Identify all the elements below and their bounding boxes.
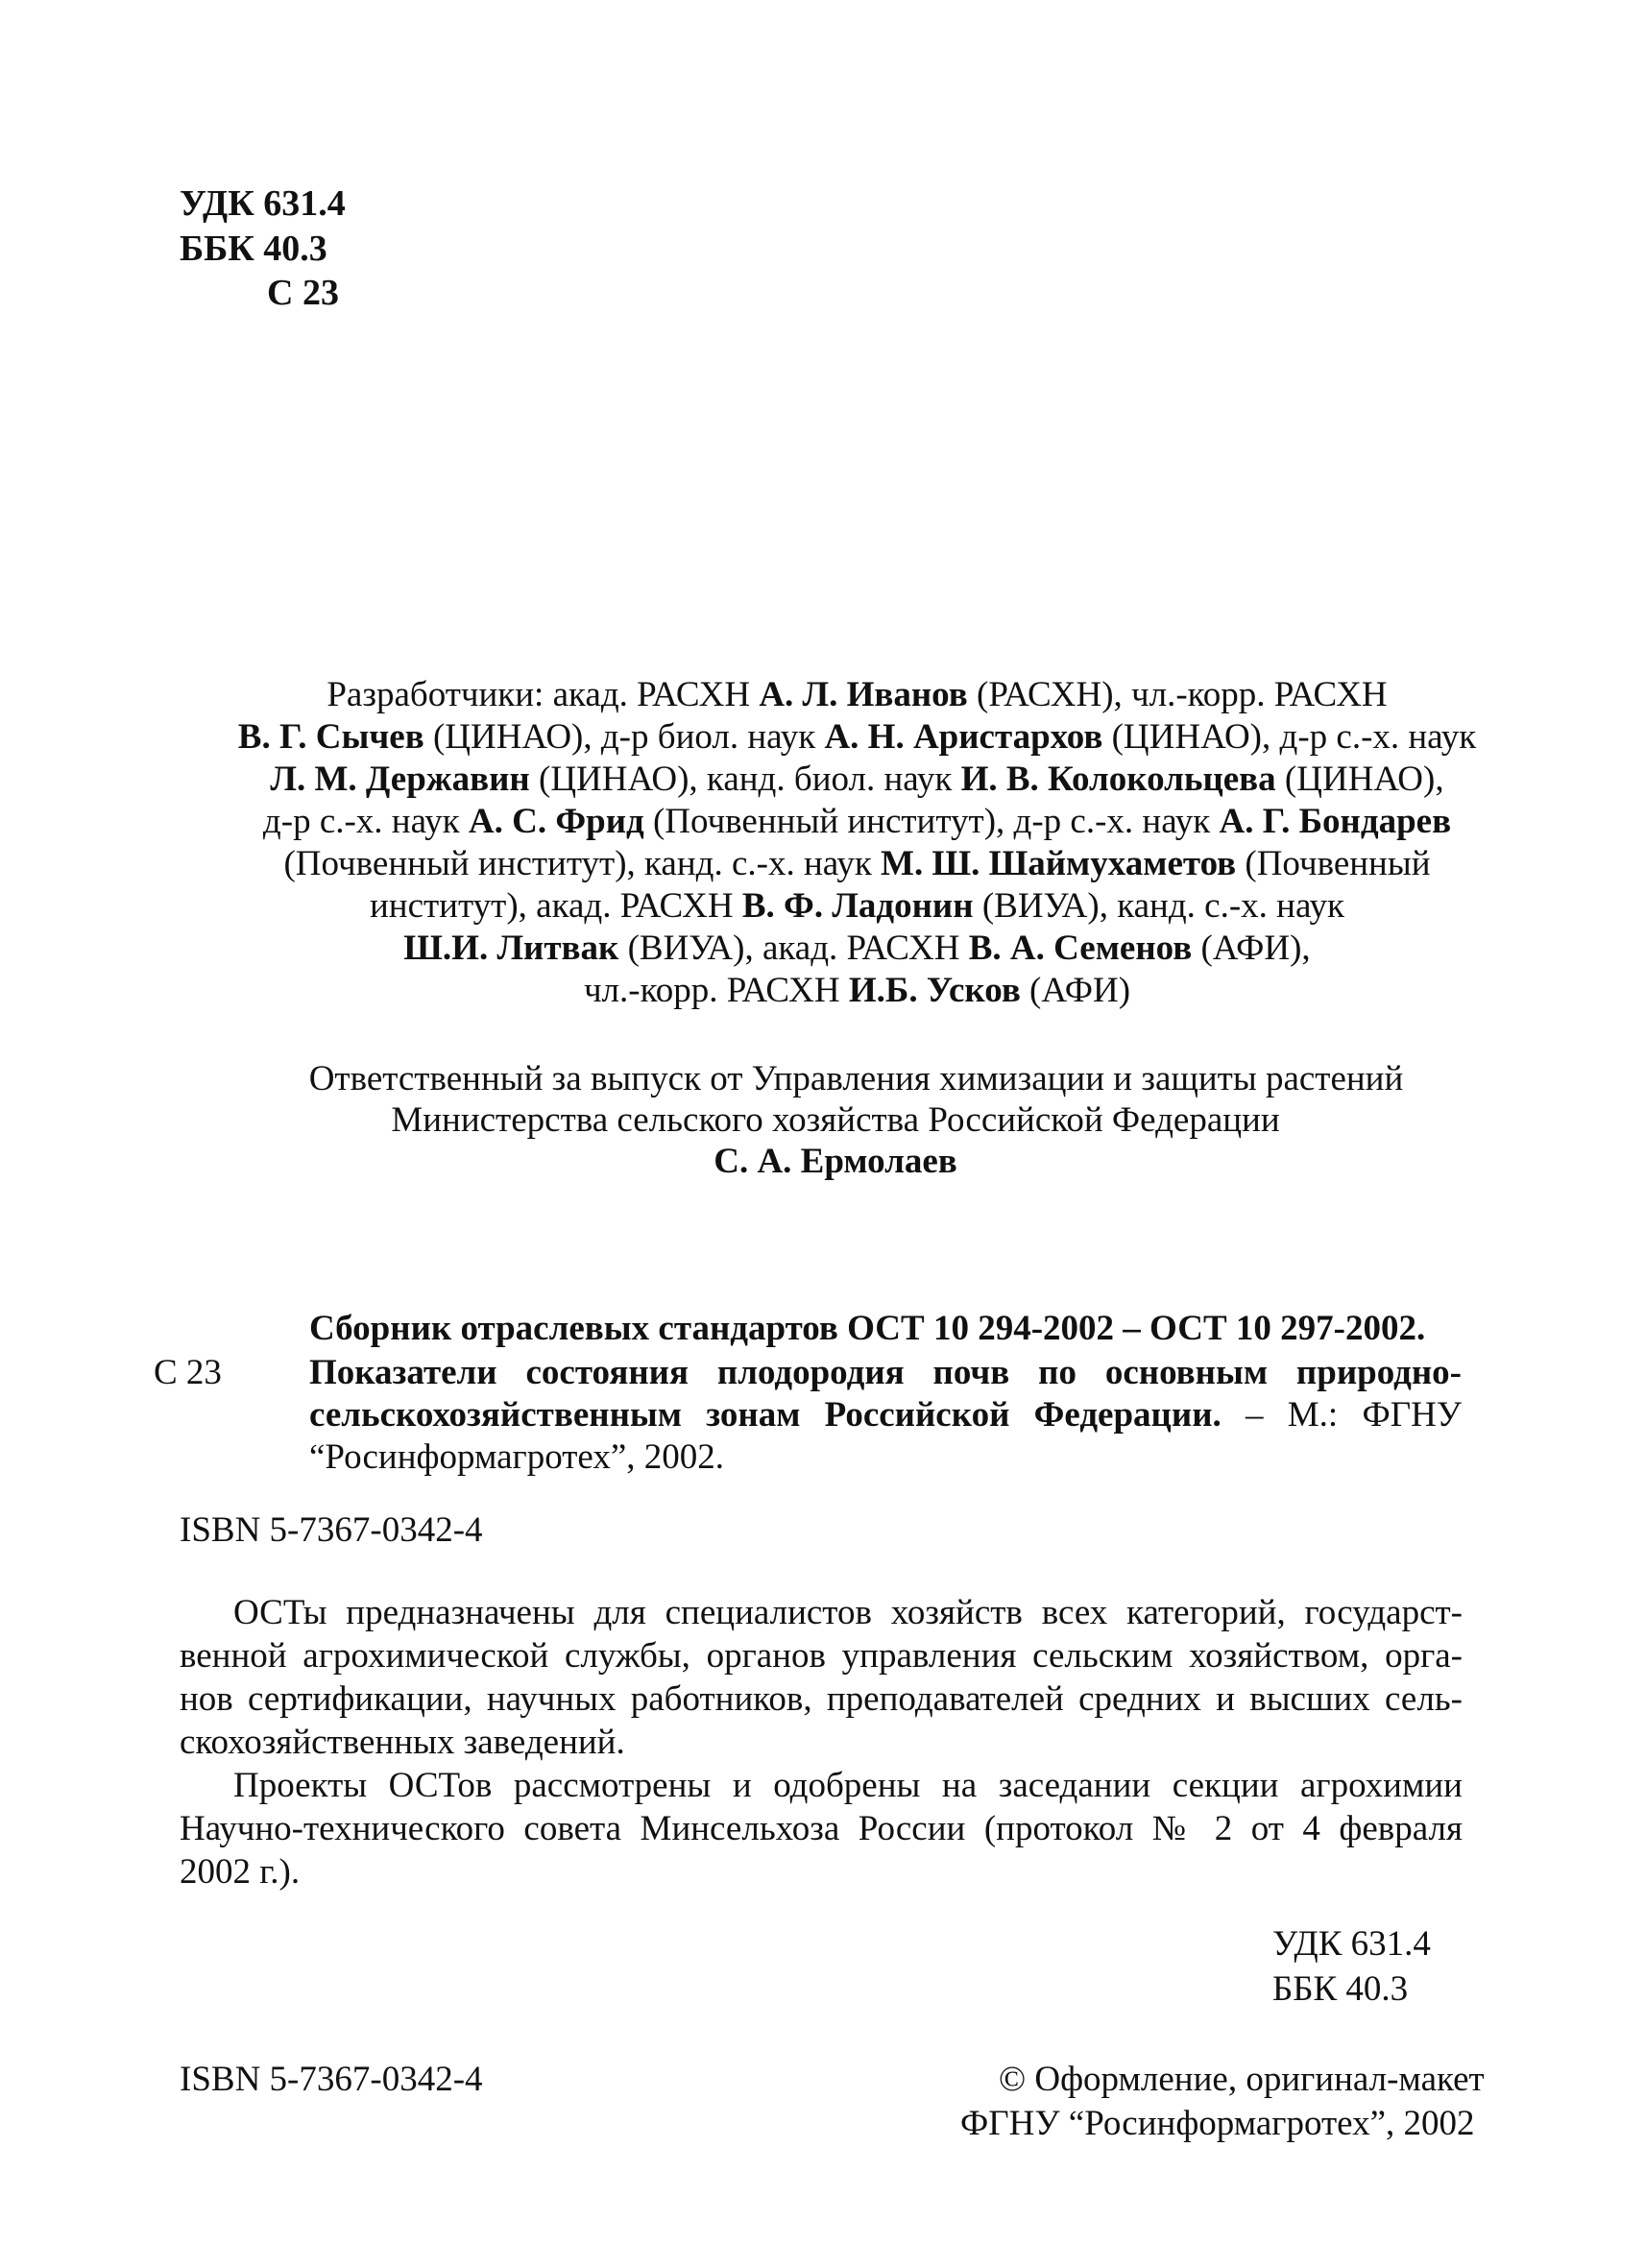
developers-line — [0, 970, 1645, 1012]
developer-name: В. Ф. Ладонин — [741, 886, 974, 926]
developer-text: (РАСХН), чл.-корр. РАСХН — [967, 675, 1388, 714]
footer-bbk: ББК 40.3 — [1272, 1969, 1409, 2009]
abstract-p2-line-1: Проекты ОСТов рассмотрены и одобрены на заседании секции агрохимии — [233, 1766, 1463, 1805]
catalog-title-line-3-bold: сельскохозяйственным зонам Российской Федерации. — [309, 1395, 1222, 1435]
catalog-title-line-1: Сборник отраслевых стандартов ОСТ 10 294-2002 – ОСТ 10 297-2002. — [309, 1309, 1426, 1348]
developers-line — [0, 843, 1645, 885]
developer-name: М. Ш. Шаймухаметов — [881, 844, 1237, 883]
developer-name: И.Б. Усков — [848, 971, 1021, 1010]
abstract-p1-line-4: скохозяйственных заведений. — [180, 1723, 625, 1762]
author-code-header: С 23 — [267, 273, 339, 313]
developer-text: (ЦИНАО), д-р с.-х. наук — [1102, 717, 1477, 757]
developers-line — [0, 801, 1645, 843]
abstract-p1-line-2: венной агрохимической службы, органов управления сельским хозяйством, орга- — [180, 1636, 1463, 1676]
abstract-p1-line-3: нов сертификации, научных работников, преподавателей средних и высших сель- — [180, 1679, 1463, 1719]
developer-text: (ВИУА), канд. с.-х. наук — [973, 886, 1345, 926]
developer-name: А. Н. Аристархов — [824, 717, 1103, 757]
developer-text: (АФИ), — [1192, 929, 1311, 968]
developer-text: (Почвенный — [1236, 844, 1431, 883]
developer-text: (ЦИНАО), канд. биол. наук — [529, 760, 961, 799]
abstract-p2-line-3: 2002 г.). — [180, 1852, 301, 1892]
developer-name: И. В. Колокольцева — [960, 760, 1276, 799]
footer-copyright-line-2: ФГНУ “Росинформагротех”, 2002 — [960, 2104, 1475, 2143]
udk-header: УДК 631.4 — [180, 183, 346, 224]
responsible-name: С. А. Ермолаев — [714, 1142, 957, 1181]
developer-name: А. Л. Иванов — [759, 675, 968, 714]
abstract-p2-line-2: Научно-технического совета Минсельхоза России (протокол № 2 от 4 февраля — [180, 1809, 1463, 1848]
developer-name: А. С. Фрид — [468, 802, 644, 841]
catalog-code: С 23 — [154, 1353, 222, 1392]
developer-text: (АФИ) — [1020, 971, 1131, 1010]
developer-text: (Почвенный институт), д-р с.-х. наук — [643, 802, 1220, 841]
developer-name: В. Г. Сычев — [237, 717, 424, 757]
developer-name: А. Г. Бондарев — [1219, 802, 1452, 841]
bbk-header: ББК 40.3 — [180, 229, 327, 269]
footer-udk: УДК 631.4 — [1272, 1924, 1431, 1964]
developer-text: (ЦИНАО), — [1275, 760, 1444, 799]
catalog-title-line-4: “Росинформагротех”, 2002. — [309, 1437, 724, 1477]
developers-line — [0, 928, 1645, 970]
catalog-title-line-2: Показатели состояния плодородия почв по основным природно- — [309, 1353, 1462, 1392]
footer-isbn: ISBN 5-7367-0342-4 — [180, 2060, 483, 2099]
developers-line — [0, 674, 1645, 716]
isbn-main: ISBN 5-7367-0342-4 — [180, 1510, 483, 1550]
developer-text: (Почвенный институт), канд. с.-х. наук — [283, 844, 882, 883]
developer-text: Разработчики: акад. РАСХН — [327, 675, 760, 714]
developer-text: (ВИУА), акад. РАСХН — [618, 929, 969, 968]
developer-name: Л. М. Державин — [270, 760, 530, 799]
abstract-p1-line-1: ОСТы предназначены для специалистов хозяйств всех категорий, государст- — [233, 1593, 1463, 1632]
developers-line — [0, 885, 1645, 928]
developer-name: Ш.И. Литвак — [403, 929, 619, 968]
developer-text: чл.-корр. РАСХН — [583, 971, 849, 1010]
developers-line — [0, 759, 1645, 801]
developer-text: д-р с.-х. наук — [262, 802, 469, 841]
developer-text: институт), акад. РАСХН — [369, 886, 742, 926]
catalog-title-line-3 — [309, 1394, 1462, 1436]
footer-copyright-line-1: © Оформление, оригинал-макет — [999, 2060, 1485, 2099]
responsible-line-2: Министерства сельского хозяйства Российской Федерации — [391, 1100, 1280, 1140]
responsible-line-1: Ответственный за выпуск от Управления химизации и защиты растений — [308, 1059, 1404, 1098]
developers-line — [0, 716, 1645, 759]
catalog-title-line-3-rest: – М.: ФГНУ — [1221, 1395, 1462, 1435]
developer-text: (ЦИНАО), д-р биол. наук — [423, 717, 825, 757]
developer-name: В. А. Семенов — [968, 929, 1193, 968]
